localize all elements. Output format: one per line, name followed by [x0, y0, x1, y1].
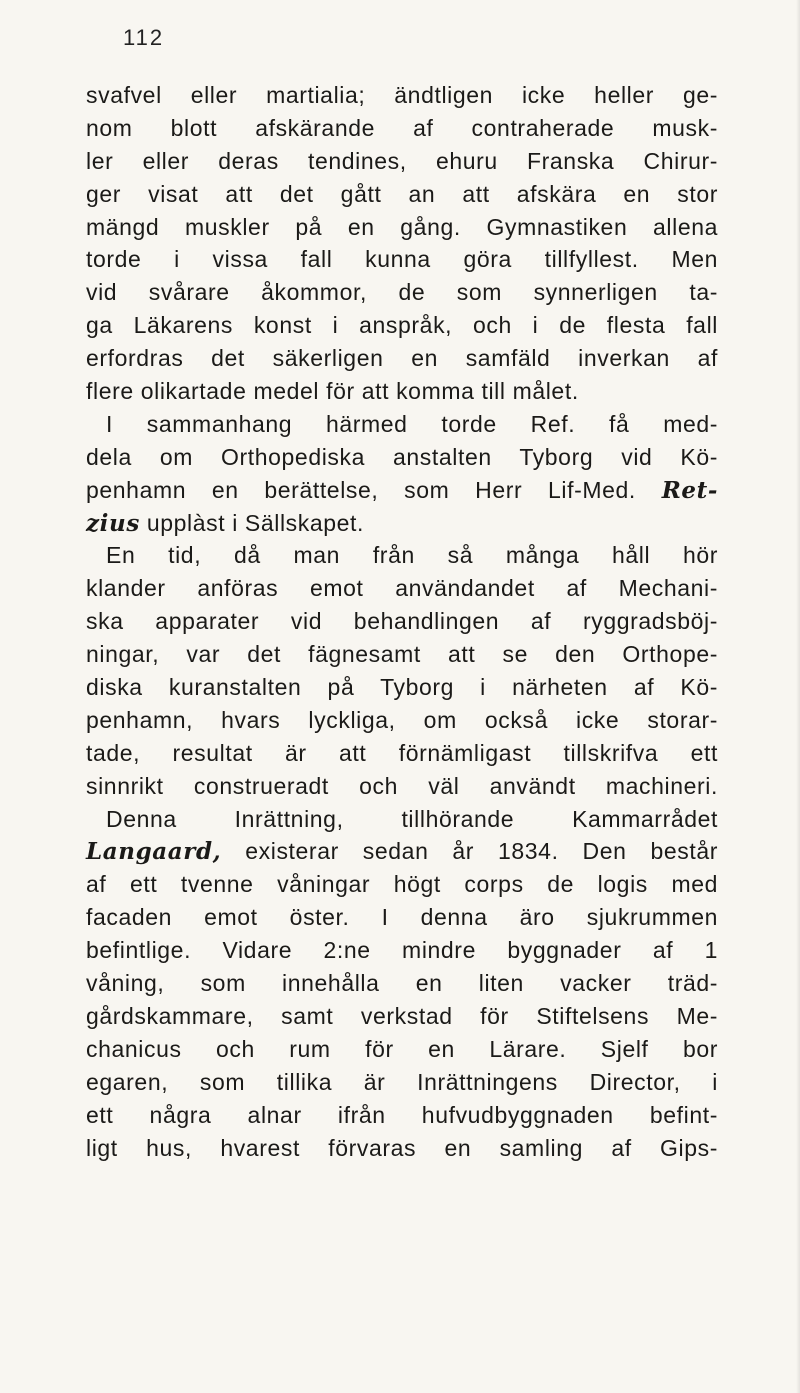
text-line-with-name [86, 835, 718, 868]
text-line: tade, resultat är att förnämligast tillskrifva ett [86, 739, 718, 766]
text-line-with-name [86, 507, 718, 540]
text-line: En tid, då man från så många håll hör [106, 542, 718, 569]
text-line: chanicus och rum för en Lärare. Sjelf bor [86, 1035, 718, 1062]
text-line: våning, som innehålla en liten vacker träd- [86, 970, 718, 997]
page-number: 112 [123, 25, 165, 50]
text-line: ga Läkarens konst i anspråk, och i de flesta fall [86, 312, 718, 339]
text-line: facaden emot öster. I denna äro sjukrummen [86, 904, 718, 931]
text-line: svafvel eller martialia; ändtligen icke heller ge- [86, 82, 718, 108]
text-line: torde i vissa fall kunna göra tillfyllest. Men [86, 246, 718, 273]
text-line: ningar, var det fägnesamt att se den Orthope- [86, 641, 718, 668]
text-line: flere olikartade medel för att komma till målet. [86, 378, 579, 405]
text-line: sinnrikt construeradt och väl användt machineri. [86, 772, 718, 799]
text-fragment: upplàst i Sällskapet. [146, 509, 365, 536]
person-name-retzius: zius [86, 509, 140, 537]
text-line: mängd muskler på en gång. Gymnastiken allena [86, 213, 718, 240]
person-name-langaard: Langaard, [86, 838, 222, 866]
text-line: gårdskammare, samt verkstad för Stiftelsens Me- [86, 1002, 718, 1029]
text-fragment: penhamn en berättelse, som Herr Lif-Med. [86, 476, 636, 503]
text-line: egaren, som tillika är Inrättningens Director, i [86, 1068, 718, 1095]
text-line: Denna Inrättning, tillhörande Kammarrådet [106, 805, 718, 832]
text-line: ligt hus, hvarest förvaras en samling af Gips- [86, 1134, 718, 1161]
text-line: ska apparater vid behandlingen af ryggradsböj- [86, 608, 718, 635]
page-edge-shadow [796, 0, 800, 1393]
text-line: nom blott afskärande af contraherade musk- [86, 114, 718, 141]
text-line: ger visat att det gått an att afskära en stor [86, 180, 718, 207]
text-line: dela om Orthopediska anstalten Tyborg vid Kö- [86, 443, 718, 470]
text-line: af ett tvenne våningar högt corps de logis med [86, 871, 718, 898]
text-fragment: existerar sedan år 1834. Den består [245, 838, 718, 865]
text-line: I sammanhang härmed torde Ref. få med- [106, 410, 718, 437]
text-line: vid svårare åkommor, de som synnerligen ta- [86, 279, 718, 306]
text-line: klander anföras emot användandet af Mechani- [86, 575, 718, 602]
text-line-with-name [86, 474, 718, 507]
text-line: befintlige. Vidare 2:ne mindre byggnader af 1 [86, 937, 718, 964]
text-line: penhamn, hvars lyckliga, om också icke storar- [86, 706, 718, 733]
text-line: ler eller deras tendines, ehuru Franska Chirur- [86, 147, 718, 174]
text-line: ett några alnar ifrån hufvudbyggnaden befint- [86, 1101, 718, 1128]
text-line: erfordras det säkerligen en samfäld inverkan af [86, 345, 718, 372]
body-text [86, 79, 718, 1164]
text-line: diska kuranstalten på Tyborg i närheten af Kö- [86, 674, 718, 701]
person-name-retzius: Ret- [661, 476, 719, 504]
